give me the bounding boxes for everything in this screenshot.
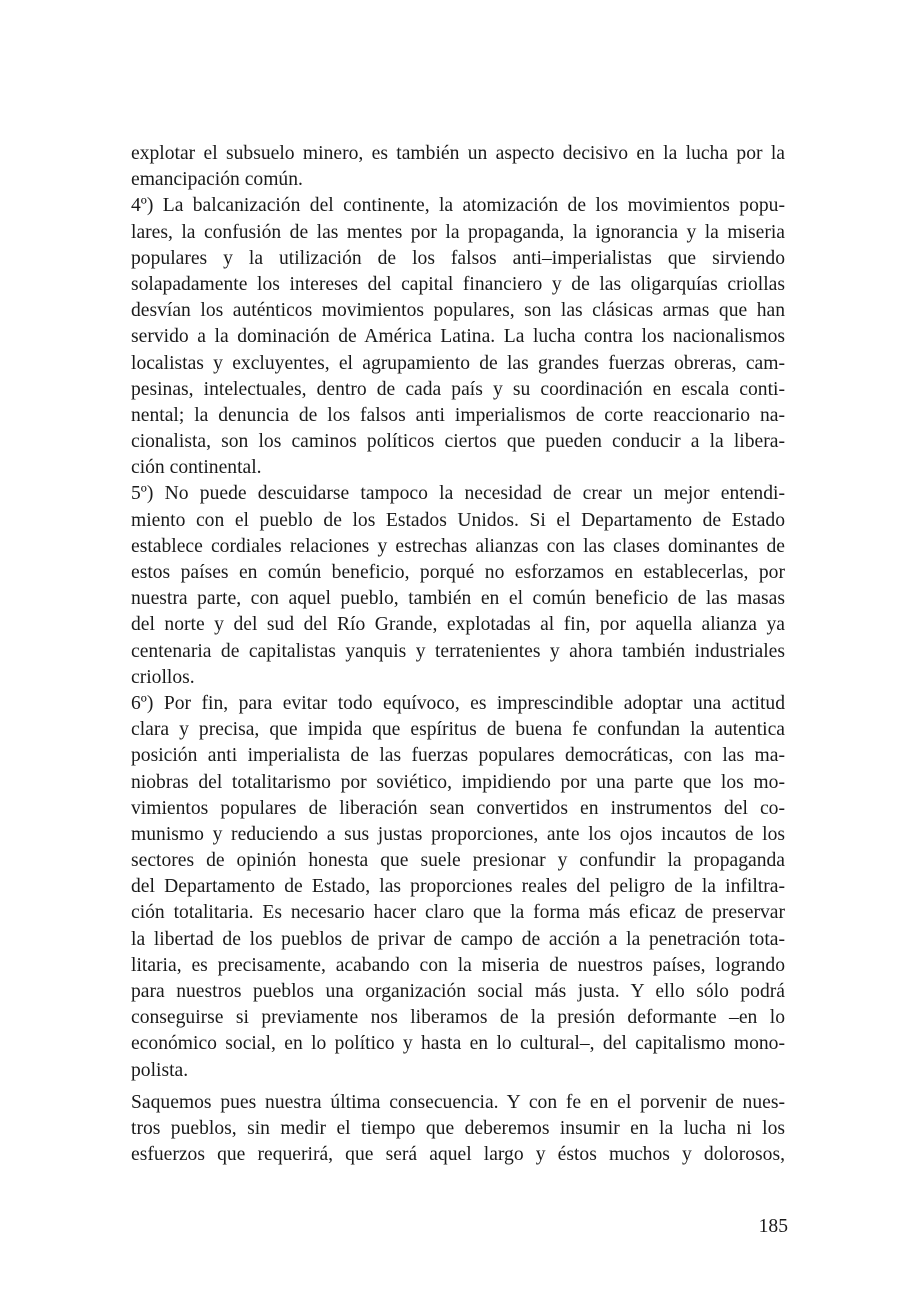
page-number: 185 [758,1216,788,1237]
text-line: localistas y excluyentes, el agrupamiento de las grandes fuerzas obreras, cam- [131,352,785,374]
text-line: polista. [131,1059,189,1081]
text-line: estos países en común beneficio, porqué no esforzamos en establecerlas, por [131,562,785,583]
text-line: servido a la dominación de América Latina. La lucha contra los nacionalismos [131,326,785,348]
text-line: nental; la denuncia de los falsos anti imperialismos de corte reaccionario na- [131,404,785,426]
text-line: ción totalitaria. Es necesario hacer claro que la forma más eficaz de preservar [131,902,785,924]
text-line: miento con el pueblo de los Estados Unidos. Si el Departamento de Estado [131,509,785,531]
text-line: populares y la utilización de los falsos anti–imperialistas que sirviendo [131,247,785,269]
text-line: 4º) La balcanización del continente, la atomización de los movimientos popu- [131,195,785,217]
text-line: vimientos populares de liberación sean convertidos en instrumentos del co- [131,797,785,819]
text-line: sectores de opinión honesta que suele presionar y confundir la propaganda [131,850,785,872]
text-line: conseguirse si previamente nos liberamos de la presión deformante –en lo [131,1007,785,1029]
body-text [131,141,785,1168]
text-line: posición anti imperialista de las fuerzas populares democráticas, con las ma- [131,745,785,767]
text-line: solapadamente los intereses del capital financiero y de las oligarquías criollas [131,273,785,295]
text-line: tros pueblos, sin medir el tiempo que deberemos insumir en la lucha ni los [131,1117,785,1139]
text-line: 5º) No puede descuidarse tampoco la necesidad de crear un mejor entendi- [131,483,785,505]
text-line: 6º) Por fin, para evitar todo equívoco, es imprescindible adoptar una actitud [131,692,785,714]
text-line: litaria, es precisamente, acabando con la miseria de nuestros países, logrando [131,954,785,976]
text-line: establece cordiales relaciones y estrechas alianzas con las clases dominantes de [131,535,785,557]
text-line: desvían los auténticos movimientos populares, son las clásicas armas que han [131,300,785,322]
text-line: esfuerzos que requerirá, que será aquel largo y éstos muchos y dolorosos, [131,1144,785,1166]
text-line: para nuestros pueblos una organización social más justa. Y ello sólo podrá [131,981,785,1002]
text-line: munismo y reduciendo a sus justas proporciones, ante los ojos incautos de los [131,823,785,845]
text-line: cionalista, son los caminos políticos ciertos que pueden conducir a la libera- [131,431,785,453]
text-line: la libertad de los pueblos de privar de campo de acción a la penetración tota- [131,928,785,950]
text-line: clara y precisa, que impida que espíritus de buena fe confundan la autentica [131,719,785,741]
text-line: criollos. [131,666,195,688]
text-line: Saquemos pues nuestra última consecuencia. Y con fe en el porvenir de nues- [131,1091,785,1113]
text-line: del norte y del sud del Río Grande, explotadas al fin, por aquella alianza ya [131,614,785,636]
text-line: del Departamento de Estado, las proporciones reales del peligro de la infiltra- [131,876,785,898]
text-line: pesinas, intelectuales, dentro de cada país y su coordinación en escala conti- [131,378,785,400]
text-line: centenaria de capitalistas yanquis y terratenientes y ahora también industriales [131,640,785,662]
text-line: ción continental. [131,457,262,479]
text-line: emancipación común. [131,169,303,191]
text-line: nuestra parte, con aquel pueblo, también en el común beneficio de las masas [131,588,785,610]
text-line: niobras del totalitarismo por soviético, impidiendo por una parte que los mo- [131,771,785,793]
text-line: económico social, en lo político y hasta en lo cultural–, del capitalismo mono- [131,1033,785,1055]
text-line: explotar el subsuelo minero, es también un aspecto decisivo en la lucha por la [131,143,785,164]
text-line: lares, la confusión de las mentes por la propaganda, la ignorancia y la miseria [131,221,785,243]
